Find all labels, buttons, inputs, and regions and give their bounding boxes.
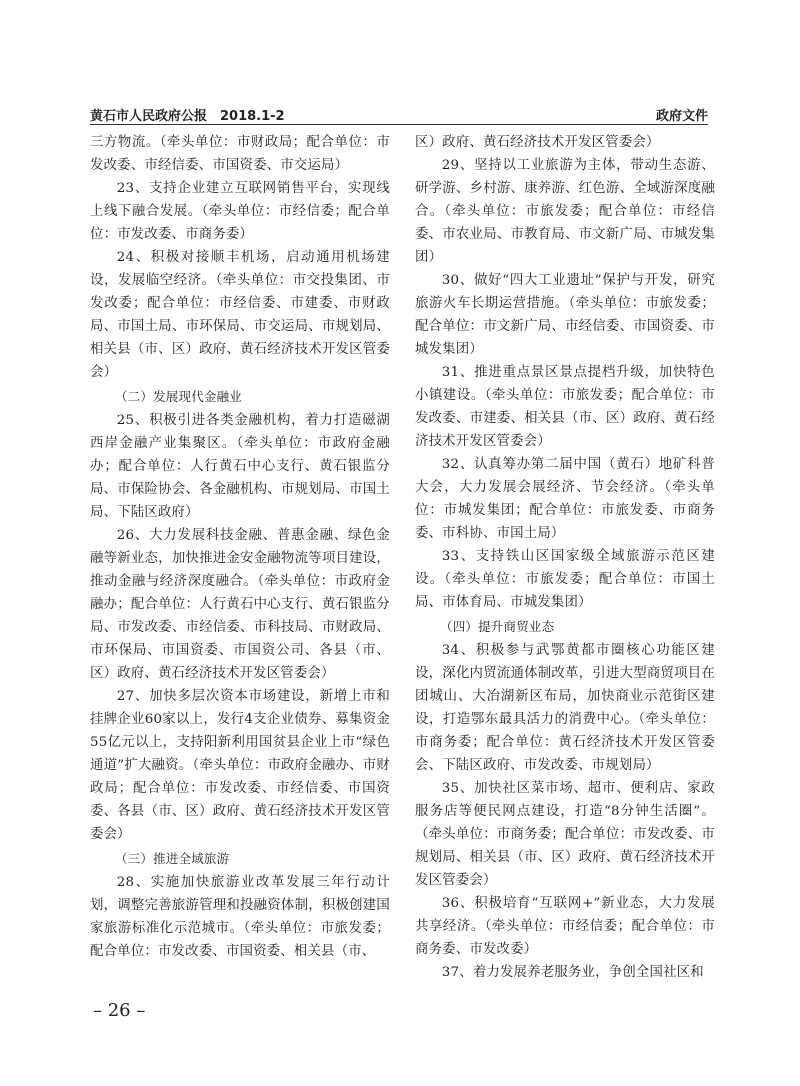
paragraph: 30、做好“四大工业遗址”保护与开发，研究旅游火车长期运营措施。（牵头单位：市旅发委；配合单位：市文新广局、市经信委、市国资委、市城发集团） [415, 273, 715, 357]
paragraph: 28、实施加快旅游业改革发展三年行动计划，调整完善旅游管理和投融资体制，积极创建国家旅游标准化示范城市。（牵头单位：市旅发委；配合单位：市发改委、市国资委、相关县（市、 [90, 875, 390, 959]
paragraph: 29、坚持以工业旅游为主体，带动生态游、研学游、乡村游、康养游、红色游、全域游深度融合。（牵头单位：市旅发委；配合单位：市经信委、市农业局、市教育局、市文新广局、市城发集团） [415, 158, 715, 265]
section-subheading: （二）发展现代金融业 [115, 389, 243, 404]
paragraph-continuation: 区）政府、黄石经济技术开发区管委会） [415, 135, 660, 150]
paragraph: 37、着力发展养老服务业，争创全国社区和 [441, 965, 704, 980]
paragraph: 25、积极引进各类金融机构，着力打造磁湖西岸金融产业集聚区。（牵头单位：市政府金融办；配合单位：人行黄石中心支行、黄石银监分局、市保险协会、各金融机构、市规划局、市国土局、下陆区政府） [90, 413, 390, 520]
right-column [415, 131, 715, 984]
paragraph: 31、推进重点景区景点提档升级，加快特色小镇建设。（牵头单位：市旅发委；配合单位：市发改委、市建委、相关县（市、区）政府、黄石经济技术开发区管委会） [415, 365, 715, 449]
paragraph: 27、加快多层次资本市场建设，新增上市和挂牌企业60家以上，发行4支企业债券、募集资金55亿元以上，支持阳新利用国贫县企业上市“绿色通道”扩大融资。（牵头单位：市政府金融办、市财政局；配合单位：市发改委、市经信委、市国资委、各县（市、区）政府、黄石经济技术开发区管委会） [90, 689, 390, 842]
paragraph: 34、积极参与武鄂黄都市圈核心功能区建设，深化内贸流通体制改革，引进大型商贸项目在团城山、大冶湖新区布局，加快商业示范街区建设，打造鄂东最具活力的消费中心。（牵头单位：市商务委；配合单位：黄石经济技术开发区管委会、下陆区政府、市发改委、市规划局） [415, 643, 715, 773]
left-column [90, 131, 390, 963]
paragraph: 23、支持企业建立互联网销售平台，实现线上线下融合发展。（牵头单位：市经信委；配合单位：市发改委、市商务委） [90, 181, 390, 242]
paragraph: 32、认真筹办第二届中国（黄石）地矿科普大会，大力发展会展经济、节会经济。（牵头单位：市城发集团；配合单位：市旅发委、市商务委、市科协、市国土局） [415, 457, 715, 541]
paragraph: 33、支持铁山区国家级全域旅游示范区建设。（牵头单位：市旅发委；配合单位：市国土局、市体育局、市城发集团） [415, 549, 715, 610]
page-number: – 26 – [93, 1000, 146, 1021]
paragraph: 24、积极对接顺丰机场，启动通用机场建设，发展临空经济。（牵头单位：市交投集团、市发改委；配合单位：市经信委、市建委、市财政局、市国土局、市环保局、市交运局、市规划局、相关县（市、区）政府、黄石经济技术开发区管委会） [90, 250, 390, 380]
section-title: 政府文件 [655, 109, 708, 124]
paragraph: 26、大力发展科技金融、普惠金融、绿色金融等新业态，加快推进金安金融物流等项目建设，推动金融与经济深度融合。（牵头单位：市政府金融办；配合单位：人行黄石中心支行、黄石银监分局、市发改委、市经信委、市科技局、市财政局、市环保局、市国资委、市国资公司、各县（市、区）政府、黄石经济技术开发区管委会） [90, 528, 390, 681]
section-subheading: （四）提升商贸业态 [440, 619, 555, 634]
header-rule [90, 124, 708, 125]
section-subheading: （三）推进全域旅游 [115, 851, 230, 866]
paragraph: 36、积极培育“互联网+”新业态，大力发展共享经济。（牵头单位：市经信委；配合单位：市商务委、市发改委） [415, 896, 715, 957]
paragraph-continuation: 三方物流。（牵头单位：市财政局；配合单位：市发改委、市经信委、市国资委、市交运局） [90, 135, 390, 173]
page-header [90, 105, 708, 125]
paragraph: 35、加快社区菜市场、超市、便利店、家政服务店等便民网点建设，打造“8分钟生活圈”。（牵头单位：市商务委；配合单位：市发改委、市规划局、相关县（市、区）政府、黄石经济技术开发区管委会） [415, 781, 715, 888]
publication-title: 黄石市人民政府公报 2018.1-2 [90, 109, 285, 124]
